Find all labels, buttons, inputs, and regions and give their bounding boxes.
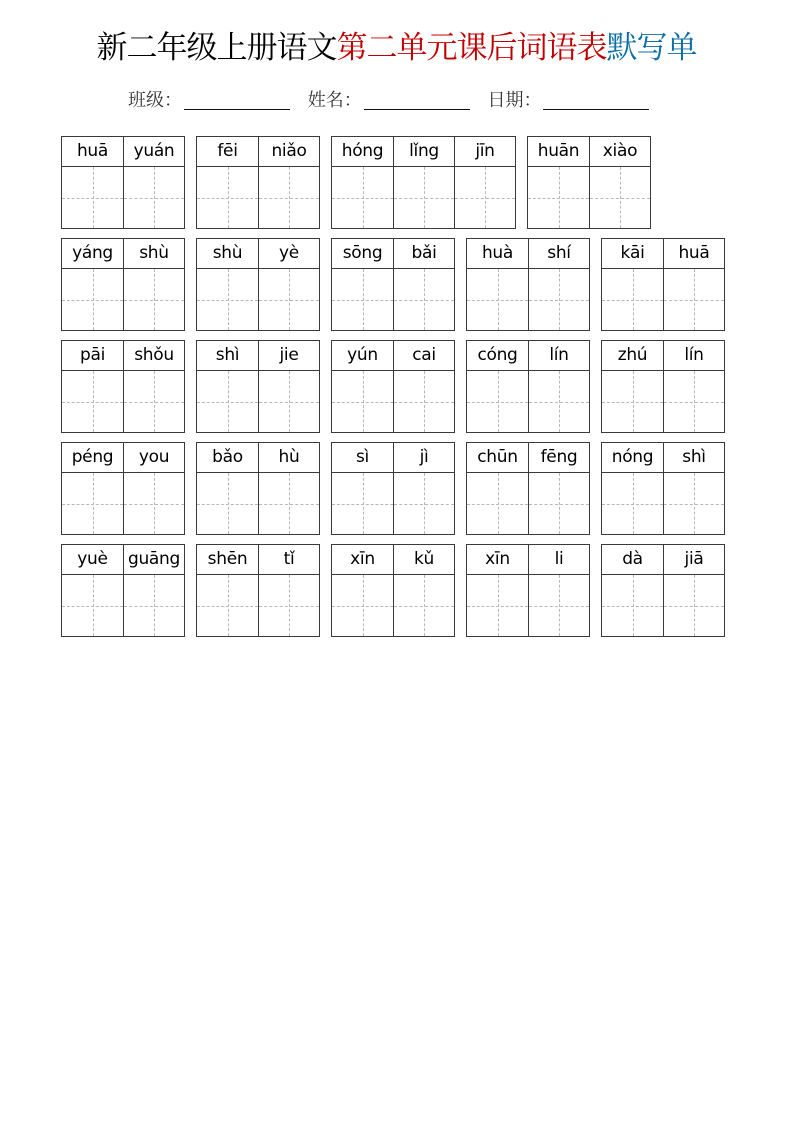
writing-square[interactable] [332,575,393,636]
character-cell [467,239,528,330]
character-cell [197,239,258,330]
writing-square[interactable] [332,269,393,330]
writing-square[interactable] [467,473,528,534]
pinyin-label: sōng [332,239,393,269]
writing-square[interactable] [124,371,184,432]
writing-square[interactable] [664,575,724,636]
word-box [331,442,455,535]
pinyin-label: péng [62,443,123,473]
character-cell [332,341,393,432]
word-row [61,238,736,331]
writing-square[interactable] [197,575,258,636]
character-cell [663,443,724,534]
word-row [61,340,736,433]
pinyin-label: cóng [467,341,528,371]
pinyin-label: bǎi [394,239,454,269]
character-cell [62,137,123,228]
word-box [331,340,455,433]
class-label: 班级： [128,90,182,111]
writing-square[interactable] [394,371,454,432]
date-field [487,86,649,116]
title-unit-words: 第二单元课后词语表 [336,30,607,66]
pinyin-label: yè [259,239,319,269]
writing-square[interactable] [197,269,258,330]
character-cell [332,443,393,534]
character-cell [528,137,589,228]
pinyin-label: huān [528,137,589,167]
character-cell [602,545,663,636]
character-cell [123,341,184,432]
writing-square[interactable] [124,269,184,330]
class-field [128,86,290,116]
word-box [61,442,185,535]
character-cell [663,341,724,432]
writing-square[interactable] [664,371,724,432]
word-box [601,340,725,433]
character-cell [393,443,454,534]
character-cell [258,137,319,228]
character-cell [393,239,454,330]
character-cell [197,137,258,228]
word-box [196,136,320,229]
writing-square[interactable] [602,269,663,330]
character-cell [62,545,123,636]
writing-square[interactable] [394,473,454,534]
pinyin-label: niǎo [259,137,319,167]
writing-square[interactable] [590,167,650,228]
writing-square[interactable] [62,269,123,330]
word-box [61,136,185,229]
word-box [61,238,185,331]
character-cell [123,545,184,636]
word-box [601,442,725,535]
writing-square[interactable] [528,167,589,228]
character-cell [62,239,123,330]
date-blank[interactable] [543,89,649,110]
title-grade-subject: 新二年级上册语文 [96,30,337,66]
writing-square[interactable] [455,167,515,228]
writing-square[interactable] [124,473,184,534]
pinyin-label: shǒu [124,341,184,371]
word-box [196,340,320,433]
word-row [61,544,736,637]
pinyin-label: shù [124,239,184,269]
writing-square[interactable] [529,473,589,534]
character-cell [589,137,650,228]
word-box [466,544,590,637]
writing-square[interactable] [332,371,393,432]
character-cell [123,239,184,330]
pinyin-label: yáng [62,239,123,269]
pinyin-label: lǐng [394,137,454,167]
word-box [466,238,590,331]
word-box [527,136,651,229]
date-label: 日期： [487,90,542,111]
writing-square[interactable] [62,473,123,534]
character-cell [528,443,589,534]
writing-square[interactable] [664,473,724,534]
name-field [308,86,470,116]
character-cell [663,239,724,330]
writing-square[interactable] [467,575,528,636]
character-cell [123,443,184,534]
word-box [196,544,320,637]
pinyin-label: hóng [332,137,393,167]
word-box [601,238,725,331]
pinyin-label: jie [259,341,319,371]
pinyin-label: huā [664,239,724,269]
character-cell [62,341,123,432]
writing-square[interactable] [259,371,319,432]
name-blank[interactable] [364,89,470,110]
pinyin-label: shí [529,239,589,269]
character-cell [332,137,393,228]
pinyin-label: xiào [590,137,650,167]
writing-square[interactable] [529,575,589,636]
writing-square[interactable] [124,167,184,228]
character-cell [332,545,393,636]
character-cell [393,341,454,432]
pinyin-label: lín [664,341,724,371]
writing-square[interactable] [197,167,258,228]
character-cell [602,239,663,330]
class-blank[interactable] [184,89,290,110]
character-cell [258,443,319,534]
pinyin-label: jì [394,443,454,473]
word-grid [61,136,736,646]
character-cell [62,443,123,534]
pinyin-label: fēng [529,443,589,473]
title-dictation: 默写单 [606,30,697,66]
character-cell [663,545,724,636]
pinyin-label: xīn [467,545,528,575]
writing-square[interactable] [259,167,319,228]
word-box [61,544,185,637]
writing-square[interactable] [467,371,528,432]
pinyin-label: nóng [602,443,663,473]
character-cell [528,239,589,330]
word-box [331,238,455,331]
character-cell [602,341,663,432]
pinyin-label: li [529,545,589,575]
writing-square[interactable] [259,575,319,636]
pinyin-label: sì [332,443,393,473]
character-cell [454,137,515,228]
character-cell [393,137,454,228]
character-cell [197,443,258,534]
writing-square[interactable] [259,269,319,330]
pinyin-label: shì [664,443,724,473]
pinyin-label: yuè [62,545,123,575]
pinyin-label: huà [467,239,528,269]
character-cell [528,341,589,432]
writing-square[interactable] [62,371,123,432]
character-cell [197,545,258,636]
writing-square[interactable] [467,269,528,330]
pinyin-label: kǔ [394,545,454,575]
character-cell [197,341,258,432]
character-cell [258,341,319,432]
character-cell [393,545,454,636]
word-box [196,238,320,331]
writing-square[interactable] [664,269,724,330]
writing-square[interactable] [602,371,663,432]
writing-square[interactable] [602,575,663,636]
pinyin-label: shì [197,341,258,371]
word-box [601,544,725,637]
pinyin-label: you [124,443,184,473]
student-info-row [128,86,649,116]
writing-square[interactable] [394,167,454,228]
writing-square[interactable] [259,473,319,534]
writing-square[interactable] [332,473,393,534]
pinyin-label: jīn [455,137,515,167]
pinyin-label: cai [394,341,454,371]
pinyin-label: chūn [467,443,528,473]
pinyin-label: xīn [332,545,393,575]
character-cell [123,137,184,228]
writing-square[interactable] [197,371,258,432]
pinyin-label: fēi [197,137,258,167]
writing-square[interactable] [62,167,123,228]
pinyin-label: hù [259,443,319,473]
character-cell [467,341,528,432]
pinyin-label: yuán [124,137,184,167]
writing-square[interactable] [197,473,258,534]
word-row [61,136,736,229]
writing-square[interactable] [394,269,454,330]
word-box [331,544,455,637]
writing-square[interactable] [529,371,589,432]
pinyin-label: lín [529,341,589,371]
word-box [331,136,516,229]
pinyin-label: shēn [197,545,258,575]
writing-square[interactable] [602,473,663,534]
writing-square[interactable] [62,575,123,636]
pinyin-label: bǎo [197,443,258,473]
pinyin-label: huā [62,137,123,167]
pinyin-label: guāng [124,545,184,575]
writing-square[interactable] [394,575,454,636]
character-cell [467,443,528,534]
character-cell [258,239,319,330]
word-box [466,340,590,433]
worksheet-title [0,26,793,70]
character-cell [332,239,393,330]
character-cell [467,545,528,636]
character-cell [528,545,589,636]
word-box [196,442,320,535]
pinyin-label: yún [332,341,393,371]
word-row [61,442,736,535]
word-box [61,340,185,433]
pinyin-label: shù [197,239,258,269]
writing-square[interactable] [332,167,393,228]
word-box [466,442,590,535]
pinyin-label: kāi [602,239,663,269]
writing-square[interactable] [124,575,184,636]
character-cell [258,545,319,636]
pinyin-label: zhú [602,341,663,371]
pinyin-label: dà [602,545,663,575]
pinyin-label: tǐ [259,545,319,575]
writing-square[interactable] [529,269,589,330]
character-cell [602,443,663,534]
pinyin-label: pāi [62,341,123,371]
pinyin-label: jiā [664,545,724,575]
name-label: 姓名： [307,90,362,111]
